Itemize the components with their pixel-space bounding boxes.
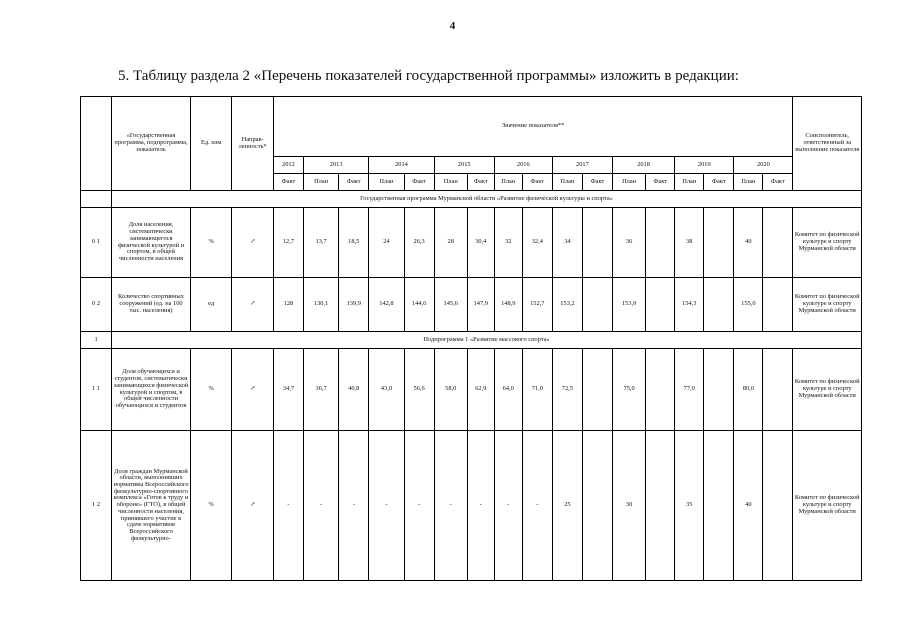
value-cell: 40 <box>734 431 763 581</box>
value-cell <box>763 431 793 581</box>
value-cell: 64,0 <box>494 349 522 431</box>
program-number-cell <box>81 191 112 208</box>
value-cell <box>704 349 734 431</box>
direction-cell: ↗ <box>232 431 273 581</box>
direction-column-header: Направ-ленность* <box>232 97 273 191</box>
year-header: 2015 <box>434 157 494 174</box>
fact-label: Факт <box>404 174 434 191</box>
year-header: 2019 <box>675 157 734 174</box>
program-title: Государственная программа Мурманской области «Развитие физической культуры и спорта» <box>112 191 862 208</box>
value-cell <box>704 431 734 581</box>
value-cell: - <box>339 431 369 581</box>
plan-label: План <box>434 174 467 191</box>
year-header: 2018 <box>613 157 675 174</box>
plan-label: План <box>552 174 582 191</box>
unit-cell: % <box>190 349 231 431</box>
value-cell: 153,2 <box>552 278 582 332</box>
table-row <box>81 431 862 581</box>
value-cell <box>704 278 734 332</box>
value-cell: 154,3 <box>675 278 704 332</box>
value-cell: - <box>434 431 467 581</box>
table-row <box>81 278 862 332</box>
year-header: 2016 <box>494 157 552 174</box>
value-cell: - <box>467 431 494 581</box>
value-cell <box>646 431 675 581</box>
value-cell: 32 <box>494 208 522 278</box>
indicators-table <box>80 96 862 581</box>
fact-label: Факт <box>522 174 552 191</box>
value-cell: 62,9 <box>467 349 494 431</box>
unit-cell: ед <box>190 278 231 332</box>
fact-label: Факт <box>646 174 675 191</box>
plan-label: План <box>613 174 646 191</box>
indicator-name: Доля граждан Мурманской области, выполнивших нормативы Всероссийского физкультурно-спортивного комплекса «Готов к труду и обороне» (ГТО), в общей численности населения, принявшего участие в сдаче нормативов Всероссийского физкультурно- <box>112 431 191 581</box>
responsible-column-header: Соисполнитель, ответственный за выполнение показателя <box>793 97 862 191</box>
value-cell: 152,7 <box>522 278 552 332</box>
value-cell: 12,7 <box>273 208 303 278</box>
value-cell: 34,7 <box>273 349 303 431</box>
year-header: 2013 <box>303 157 368 174</box>
value-cell <box>582 278 612 332</box>
direction-cell: ↗ <box>232 349 273 431</box>
plan-label: План <box>734 174 763 191</box>
value-cell <box>704 208 734 278</box>
indicator-name: Доля населения, систематически занимающегося физической культурой и спортом, в общей численности населения <box>112 208 191 278</box>
value-cell: 58,0 <box>434 349 467 431</box>
value-cell: 40,8 <box>339 349 369 431</box>
value-cell <box>582 349 612 431</box>
value-cell: 144,6 <box>404 278 434 332</box>
indicator-name: Количество спортивных сооружений (ед. на 100 тыс. населения) <box>112 278 191 332</box>
value-cell: 40 <box>734 208 763 278</box>
value-cell: 26,3 <box>404 208 434 278</box>
value-cell: 38 <box>675 208 704 278</box>
value-cell <box>582 431 612 581</box>
responsible-cell: Комитет по физической культуре и спорту Мурманской области <box>793 278 862 332</box>
value-cell: 56,6 <box>404 349 434 431</box>
value-cell: 148,9 <box>494 278 522 332</box>
fact-label: Факт <box>704 174 734 191</box>
value-cell <box>646 349 675 431</box>
value-cell: 18,5 <box>339 208 369 278</box>
value-cell: - <box>494 431 522 581</box>
value-cell: - <box>369 431 404 581</box>
value-cell <box>646 208 675 278</box>
value-cell: 28 <box>434 208 467 278</box>
value-cell: 75,0 <box>613 349 646 431</box>
indicator-name: Доля обучающихся и студентов, систематически занимающихся физической культурой и спортом, в общей численности обучающихся и студентов <box>112 349 191 431</box>
value-cell: - <box>404 431 434 581</box>
page-number: 4 <box>449 20 456 32</box>
value-cell: 147,9 <box>467 278 494 332</box>
value-cell <box>763 349 793 431</box>
value-cell: 36,7 <box>303 349 338 431</box>
year-header: 2020 <box>734 157 793 174</box>
value-cell: 145,6 <box>434 278 467 332</box>
responsible-cell: Комитет по физической культуре и спорту Мурманской области <box>793 349 862 431</box>
value-cell: - <box>522 431 552 581</box>
value-cell: 35 <box>675 431 704 581</box>
value-cell: 71,0 <box>522 349 552 431</box>
value-cell: 34 <box>552 208 582 278</box>
direction-cell: ↗ <box>232 278 273 332</box>
direction-cell: ↗ <box>232 208 273 278</box>
value-cell: 24 <box>369 208 404 278</box>
unit-cell: % <box>190 431 231 581</box>
fact-label: Факт <box>339 174 369 191</box>
value-cell: 142,8 <box>369 278 404 332</box>
value-cell: 72,5 <box>552 349 582 431</box>
number-header-cell <box>81 97 112 191</box>
value-cell <box>763 208 793 278</box>
program-column-header: «Государственная программа, подпрограмма, показатель <box>112 97 191 191</box>
value-cell: 36 <box>613 208 646 278</box>
value-cell: 13,7 <box>303 208 338 278</box>
value-cell: 32,4 <box>522 208 552 278</box>
value-cell: 43,0 <box>369 349 404 431</box>
plan-label: План <box>303 174 338 191</box>
value-cell <box>646 278 675 332</box>
value-cell: 155,0 <box>734 278 763 332</box>
value-cell: - <box>273 431 303 581</box>
value-cell: 139,9 <box>339 278 369 332</box>
value-cell: 30,4 <box>467 208 494 278</box>
year-header: 2014 <box>369 157 434 174</box>
value-cell <box>763 278 793 332</box>
value-cell <box>582 208 612 278</box>
value-cell: 128 <box>273 278 303 332</box>
table-row <box>81 208 862 278</box>
fact-label: Факт <box>763 174 793 191</box>
row-number: 0 1 <box>81 208 112 278</box>
plan-label: План <box>494 174 522 191</box>
responsible-cell: Комитет по физической культуре и спорту Мурманской области <box>793 431 862 581</box>
row-number: 0 2 <box>81 278 112 332</box>
subprogram-number: 1 <box>81 332 112 349</box>
value-cell: 30 <box>613 431 646 581</box>
fact-label: Факт <box>582 174 612 191</box>
year-header: 2012 <box>273 157 303 174</box>
plan-label: План <box>369 174 404 191</box>
value-cell: 25 <box>552 431 582 581</box>
responsible-cell: Комитет по физической культуре и спорту Мурманской области <box>793 208 862 278</box>
value-cell: - <box>303 431 338 581</box>
fact-label: Факт <box>273 174 303 191</box>
row-number: 1 1 <box>81 349 112 431</box>
section-heading: 5. Таблицу раздела 2 «Перечень показателей государственной программы» изложить в редакции: <box>118 68 739 84</box>
plan-label: План <box>675 174 704 191</box>
table-row <box>81 349 862 431</box>
value-column-header: Значение показателя** <box>273 97 793 157</box>
year-header: 2017 <box>552 157 612 174</box>
value-cell: 80,0 <box>734 349 763 431</box>
subprogram-title: Подпрограмма 1 «Развитие массового спорта» <box>112 332 862 349</box>
unit-column-header: Ед. изм <box>190 97 231 191</box>
row-number: 1 2 <box>81 431 112 581</box>
fact-label: Факт <box>467 174 494 191</box>
value-cell: 153,9 <box>613 278 646 332</box>
value-cell: 130,1 <box>303 278 338 332</box>
unit-cell: % <box>190 208 231 278</box>
value-cell: 77,0 <box>675 349 704 431</box>
